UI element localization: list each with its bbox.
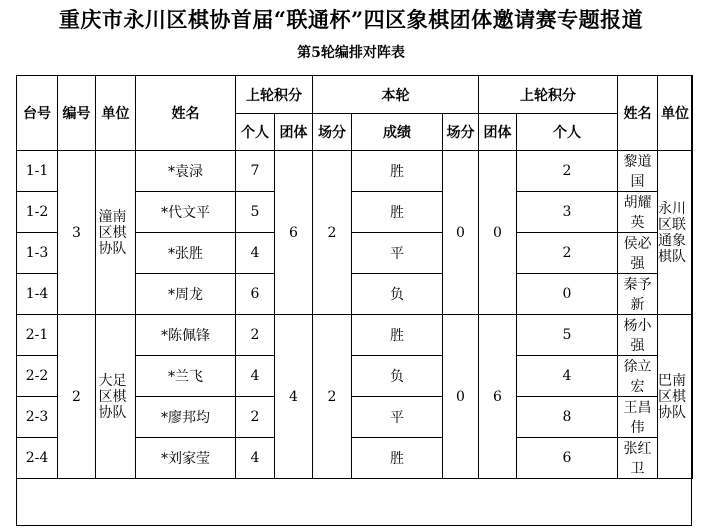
left-team-points: 4 [275, 315, 313, 479]
header-prev-points-left: 上轮积分 [236, 76, 313, 114]
game-result: 胜 [352, 438, 443, 479]
left-team-unit: 潼南区棋协队 [96, 151, 136, 315]
pairing-table [16, 75, 693, 479]
game-result: 平 [352, 233, 443, 274]
game-result: 平 [352, 397, 443, 438]
header-result: 成绩 [352, 114, 443, 151]
table-row [17, 315, 693, 356]
header-unit-right: 单位 [658, 76, 693, 151]
left-player-name: *袁渌 [136, 151, 236, 192]
right-individual-points: 2 [517, 151, 618, 192]
header-this-round: 本轮 [313, 76, 479, 114]
board-number: 1-2 [17, 192, 58, 233]
right-team-unit: 永川区联通象棋队 [658, 151, 693, 315]
header-match-pts-right: 场分 [443, 114, 479, 151]
header-individual-right: 个人 [517, 114, 618, 151]
board-number: 1-4 [17, 274, 58, 315]
header-name-left: 姓名 [136, 76, 236, 151]
right-player-name: 王昌伟 [618, 397, 658, 438]
right-individual-points: 3 [517, 192, 618, 233]
right-individual-points: 2 [517, 233, 618, 274]
right-individual-points: 6 [517, 438, 618, 479]
left-player-name: *周龙 [136, 274, 236, 315]
page-title: 重庆市永川区棋协首届“联通杯”四区象棋团体邀请赛专题报道 [58, 7, 644, 32]
right-player-name: 徐立宏 [618, 356, 658, 397]
right-team-points: 6 [479, 315, 517, 479]
header-prev-points-right: 上轮积分 [479, 76, 618, 114]
left-individual-points: 5 [236, 192, 275, 233]
game-result: 胜 [352, 151, 443, 192]
board-number: 1-3 [17, 233, 58, 274]
right-player-name: 黎道国 [618, 151, 658, 192]
right-team-points: 0 [479, 151, 517, 315]
header-num-left: 编号 [58, 76, 96, 151]
left-team-unit: 大足区棋协队 [96, 315, 136, 479]
left-individual-points: 4 [236, 233, 275, 274]
right-match-points: 0 [443, 151, 479, 315]
board-number: 2-1 [17, 315, 58, 356]
left-individual-points: 4 [236, 356, 275, 397]
left-team-points: 6 [275, 151, 313, 315]
board-number: 1-1 [17, 151, 58, 192]
left-individual-points: 2 [236, 397, 275, 438]
left-team-number: 3 [58, 151, 96, 315]
left-match-points: 2 [313, 315, 352, 479]
header-team-right: 团体 [479, 114, 517, 151]
left-player-name: *廖邦均 [136, 397, 236, 438]
header-individual-left: 个人 [236, 114, 275, 151]
game-result: 胜 [352, 192, 443, 233]
right-individual-points: 8 [517, 397, 618, 438]
left-individual-points: 7 [236, 151, 275, 192]
right-individual-points: 0 [517, 274, 618, 315]
header-row-1 [17, 76, 693, 114]
left-player-name: *刘家莹 [136, 438, 236, 479]
right-team-unit: 巴南区棋协队 [658, 315, 693, 479]
right-match-points: 0 [443, 315, 479, 479]
game-result: 负 [352, 356, 443, 397]
left-individual-points: 4 [236, 438, 275, 479]
header-team-left: 团体 [275, 114, 313, 151]
table-row [17, 151, 693, 192]
header-board: 台号 [17, 76, 58, 151]
right-player-name: 侯必强 [618, 233, 658, 274]
board-number: 2-2 [17, 356, 58, 397]
game-result: 胜 [352, 315, 443, 356]
left-match-points: 2 [313, 151, 352, 315]
left-team-number: 2 [58, 315, 96, 479]
header-name-right: 姓名 [618, 76, 658, 151]
left-individual-points: 2 [236, 315, 275, 356]
left-player-name: *兰飞 [136, 356, 236, 397]
board-number: 2-4 [17, 438, 58, 479]
board-number: 2-3 [17, 397, 58, 438]
right-player-name: 杨小强 [618, 315, 658, 356]
header-unit-left: 单位 [96, 76, 136, 151]
right-player-name: 张红卫 [618, 438, 658, 479]
left-player-name: *陈佩锋 [136, 315, 236, 356]
left-player-name: *代文平 [136, 192, 236, 233]
right-player-name: 秦予新 [618, 274, 658, 315]
left-individual-points: 6 [236, 274, 275, 315]
right-individual-points: 5 [517, 315, 618, 356]
right-player-name: 胡耀英 [618, 192, 658, 233]
game-result: 负 [352, 274, 443, 315]
page-subtitle: 第5轮编排对阵表 [297, 45, 405, 61]
left-player-name: *张胜 [136, 233, 236, 274]
header-match-pts-left: 场分 [313, 114, 352, 151]
right-individual-points: 4 [517, 356, 618, 397]
